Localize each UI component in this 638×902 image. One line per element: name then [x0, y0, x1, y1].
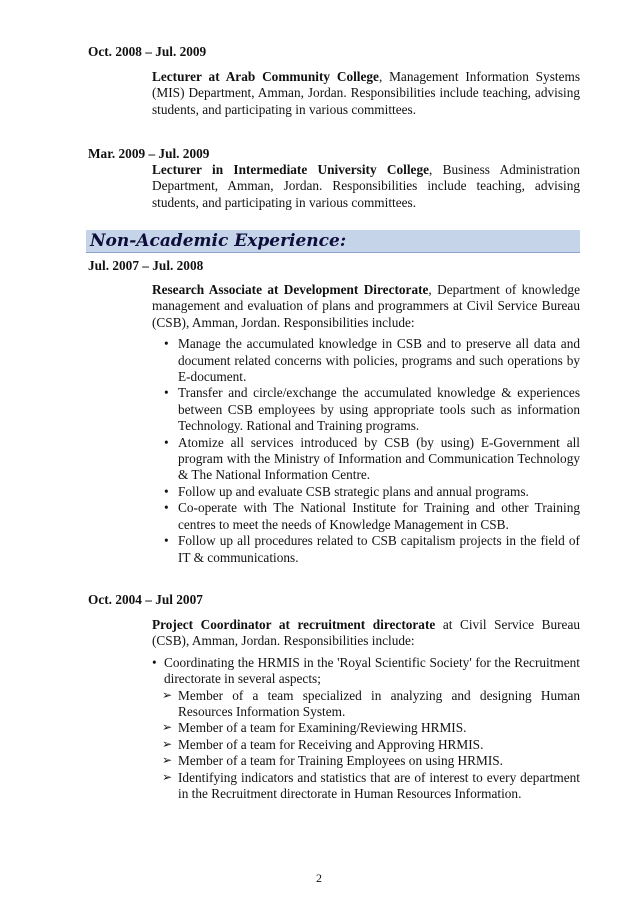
list-item-text: Transfer and circle/exchange the accumulated knowledge & experiences between CSB employees by using appropriate tools such as information Technology. Rational and Training programs. [178, 385, 580, 434]
entry-dates: Mar. 2009 – Jul. 2009 [88, 146, 210, 161]
page-number: 2 [316, 871, 322, 885]
list-item-text: Coordinating the HRMIS in the 'Royal Scientific Society' for the Recruitment directorate in several aspects; [164, 654, 580, 687]
responsibility-list [152, 336, 580, 566]
list-item [152, 770, 580, 803]
entry-title: Project Coordinator at recruitment directorate [152, 617, 436, 632]
list-item-text: Member of a team for Examining/Reviewing HRMIS. [178, 720, 467, 736]
entry-description [152, 282, 580, 566]
arrow-bullet-icon: ➢ [162, 720, 173, 735]
entry-title: Lecturer in Intermediate University College [152, 162, 430, 177]
entry-description [152, 69, 580, 118]
entry-description [152, 162, 580, 211]
entry-title: Research Associate at Development Directorate [152, 282, 429, 297]
bullet-icon: • [164, 434, 169, 450]
arrow-bullet-icon: ➢ [162, 687, 173, 702]
bullet-icon: • [164, 500, 169, 516]
list-item [152, 484, 580, 500]
list-item-text: Follow up and evaluate CSB strategic plans and annual programs. [178, 483, 529, 499]
list-item [152, 655, 580, 688]
entry-description [152, 617, 580, 802]
list-item-text: Identifying indicators and statistics that are of interest to every department in the Recruitment directorate in Human Resources Information. [178, 769, 580, 802]
entry-text: , Department of knowledge management and evaluation of plans and programmers at Civil Service Bureau (CSB), Amman, Jordan. Responsibilities include: [152, 282, 580, 330]
entry-text: at Civil Service Bureau (CSB), Amman, Jordan. Responsibilities include: [152, 617, 580, 649]
arrow-bullet-icon: ➢ [162, 736, 173, 751]
list-item [152, 435, 580, 484]
list-item [152, 500, 580, 533]
list-item [152, 533, 580, 566]
bullet-icon: • [164, 336, 169, 352]
responsibility-list [152, 655, 580, 688]
list-item [152, 385, 580, 434]
arrow-bullet-icon: ➢ [162, 769, 173, 784]
sub-responsibility-list [152, 688, 580, 803]
entry-dates: Oct. 2004 – Jul 2007 [88, 592, 203, 607]
bullet-icon: • [152, 654, 157, 670]
list-item-text: Co-operate with The National Institute for Training and other Training centres to meet the needs of Knowledge Management in CSB. [178, 500, 580, 532]
bullet-icon: • [164, 385, 169, 401]
bullet-icon: • [164, 533, 169, 549]
section-heading-bar [86, 230, 580, 253]
list-item-text: Member of a team for Training Employees on using HRMIS. [178, 753, 504, 769]
bullet-icon: • [164, 483, 169, 499]
list-item [152, 737, 580, 753]
entry-text: , Management Information Systems (MIS) Department, Amman, Jordan. Responsibilities include teaching, advising students, and participating in various committees. [152, 69, 580, 117]
list-item-text: Follow up all procedures related to CSB capitalism projects in the field of IT & communications. [178, 533, 580, 565]
list-item-text: Member of a team for Receiving and Approving HRMIS. [178, 736, 484, 752]
arrow-bullet-icon: ➢ [162, 753, 173, 768]
list-item [152, 753, 580, 769]
list-item [152, 720, 580, 736]
entry-title: Lecturer at Arab Community College [152, 69, 379, 84]
entry-text: , Business Administration Department, Amman, Jordan. Responsibilities include teaching, advising students, and participating in various committees. [152, 162, 580, 210]
list-item-text: Manage the accumulated knowledge in CSB and to preserve all data and document related concerns with policies, programs and such operations by E-document. [178, 336, 580, 385]
list-item [152, 688, 580, 721]
entry-dates: Jul. 2007 – Jul. 2008 [88, 258, 204, 273]
list-item-text: Atomize all services introduced by CSB (by using) E-Government all program with the Ministry of Information and Communication Technology & The National Information Centre. [178, 434, 580, 483]
section-heading: Non-Academic Experience: [90, 231, 347, 251]
entry-dates: Oct. 2008 – Jul. 2009 [88, 44, 207, 59]
list-item-text: Member of a team specialized in analyzing and designing Human Resources Information System. [178, 687, 580, 720]
list-item [152, 336, 580, 385]
